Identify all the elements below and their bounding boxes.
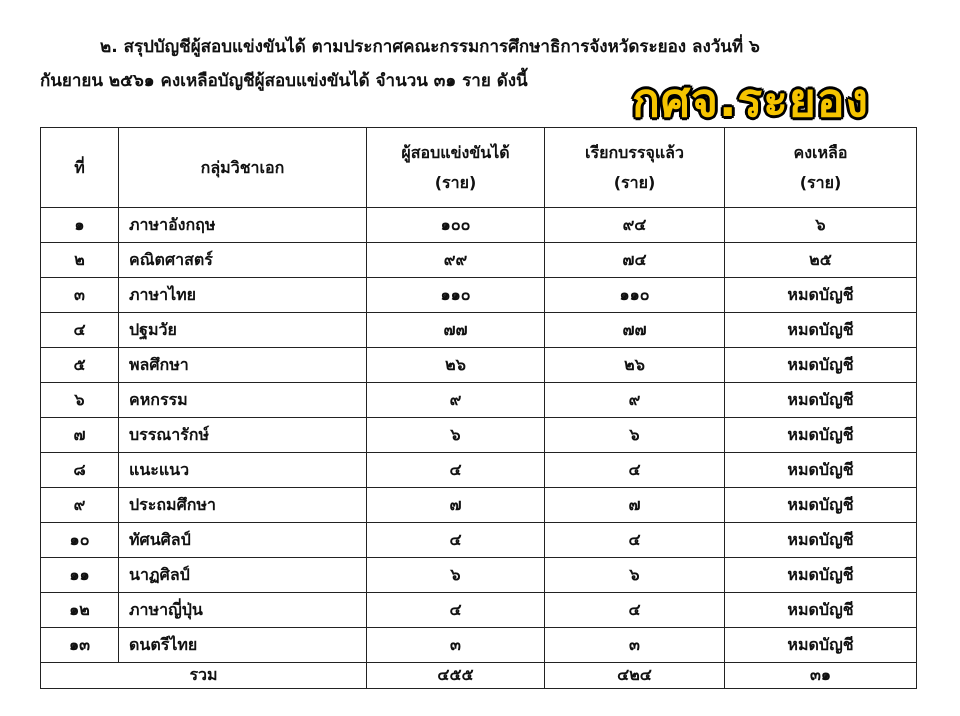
row-called: ๖ bbox=[545, 418, 725, 453]
row-subject: ภาษาไทย bbox=[119, 278, 367, 313]
row-passed: ๖ bbox=[367, 418, 545, 453]
row-subject: ปฐมวัย bbox=[119, 313, 367, 348]
row-subject: บรรณารักษ์ bbox=[119, 418, 367, 453]
table-row bbox=[41, 593, 917, 628]
row-passed: ๔ bbox=[367, 593, 545, 628]
row-remaining: หมดบัญชี bbox=[725, 558, 917, 593]
row-remaining: หมดบัญชี bbox=[725, 453, 917, 488]
header-passed bbox=[367, 128, 545, 208]
total-row bbox=[41, 663, 917, 689]
row-remaining: ๒๕ bbox=[725, 243, 917, 278]
row-no: ๗ bbox=[41, 418, 119, 453]
header-called-line2: (ราย) bbox=[613, 172, 656, 192]
row-no: ๖ bbox=[41, 383, 119, 418]
row-passed: ๑๐๐ bbox=[367, 208, 545, 243]
row-subject: คณิตศาสตร์ bbox=[119, 243, 367, 278]
row-subject: ภาษาญี่ปุ่น bbox=[119, 593, 367, 628]
row-subject: นาฏศิลป์ bbox=[119, 558, 367, 593]
header-subject: กลุ่มวิชาเอก bbox=[119, 128, 367, 208]
row-called: ๙ bbox=[545, 383, 725, 418]
row-passed: ๓ bbox=[367, 628, 545, 663]
row-passed: ๒๖ bbox=[367, 348, 545, 383]
row-called: ๗ bbox=[545, 488, 725, 523]
row-called: ๙๔ bbox=[545, 208, 725, 243]
row-subject: คหกรรม bbox=[119, 383, 367, 418]
office-stamp-label: กศจ.ระยอง bbox=[632, 73, 869, 127]
row-called: ๖ bbox=[545, 558, 725, 593]
row-passed: ๑๑๐ bbox=[367, 278, 545, 313]
table-row bbox=[41, 558, 917, 593]
row-no: ๒ bbox=[41, 243, 119, 278]
row-passed: ๖ bbox=[367, 558, 545, 593]
header-no: ที่ bbox=[41, 128, 119, 208]
row-passed: ๗ bbox=[367, 488, 545, 523]
table-row bbox=[41, 488, 917, 523]
row-remaining: หมดบัญชี bbox=[725, 313, 917, 348]
table-row bbox=[41, 313, 917, 348]
table-row bbox=[41, 208, 917, 243]
row-remaining: หมดบัญชี bbox=[725, 418, 917, 453]
row-no: ๑ bbox=[41, 208, 119, 243]
row-called: ๗๗ bbox=[545, 313, 725, 348]
row-no: ๑๐ bbox=[41, 523, 119, 558]
table-row bbox=[41, 628, 917, 663]
intro-line-1: ๒. สรุปบัญชีผู้สอบแข่งขันได้ ตามประกาศคณะกรรมการศึกษาธิการจังหวัดระยอง ลงวันที่ ๖ bbox=[100, 37, 760, 57]
row-remaining: หมดบัญชี bbox=[725, 383, 917, 418]
table-body bbox=[41, 208, 917, 663]
table-row bbox=[41, 278, 917, 313]
row-remaining: หมดบัญชี bbox=[725, 593, 917, 628]
row-called: ๓ bbox=[545, 628, 725, 663]
row-called: ๑๑๐ bbox=[545, 278, 725, 313]
intro-line-2: กันยายน ๒๕๖๑ คงเหลือบัญชีผู้สอบแข่งขันได้ จำนวน ๓๑ ราย ดังนี้ bbox=[40, 71, 528, 91]
total-called: ๔๒๔ bbox=[545, 663, 725, 689]
row-remaining: หมดบัญชี bbox=[725, 348, 917, 383]
row-subject: แนะแนว bbox=[119, 453, 367, 488]
table-row bbox=[41, 243, 917, 278]
header-remaining-line1: คงเหลือ bbox=[793, 142, 848, 162]
row-remaining: หมดบัญชี bbox=[725, 278, 917, 313]
row-no: ๘ bbox=[41, 453, 119, 488]
row-passed: ๙๙ bbox=[367, 243, 545, 278]
row-passed: ๗๗ bbox=[367, 313, 545, 348]
row-remaining: หมดบัญชี bbox=[725, 628, 917, 663]
table-header bbox=[41, 128, 917, 208]
row-called: ๔ bbox=[545, 453, 725, 488]
row-remaining: หมดบัญชี bbox=[725, 523, 917, 558]
header-called bbox=[545, 128, 725, 208]
row-no: ๔ bbox=[41, 313, 119, 348]
header-remaining-line2: (ราย) bbox=[799, 172, 842, 192]
row-remaining: ๖ bbox=[725, 208, 917, 243]
row-passed: ๔ bbox=[367, 523, 545, 558]
table-row bbox=[41, 523, 917, 558]
table-row bbox=[41, 383, 917, 418]
row-remaining: หมดบัญชี bbox=[725, 488, 917, 523]
table-row bbox=[41, 418, 917, 453]
total-remaining: ๓๑ bbox=[725, 663, 917, 689]
row-called: ๗๔ bbox=[545, 243, 725, 278]
row-no: ๑๑ bbox=[41, 558, 119, 593]
total-label: รวม bbox=[41, 663, 367, 689]
table-row bbox=[41, 453, 917, 488]
row-passed: ๙ bbox=[367, 383, 545, 418]
row-no: ๕ bbox=[41, 348, 119, 383]
header-remaining bbox=[725, 128, 917, 208]
row-subject: พลศึกษา bbox=[119, 348, 367, 383]
row-no: ๑๓ bbox=[41, 628, 119, 663]
header-passed-line1: ผู้สอบแข่งขันได้ bbox=[401, 142, 510, 162]
remaining-list-table bbox=[40, 127, 917, 689]
row-passed: ๔ bbox=[367, 453, 545, 488]
row-no: ๑๒ bbox=[41, 593, 119, 628]
header-called-line1: เรียกบรรจุแล้ว bbox=[585, 142, 684, 162]
row-subject: ทัศนศิลป์ bbox=[119, 523, 367, 558]
row-called: ๒๖ bbox=[545, 348, 725, 383]
row-subject: ดนตรีไทย bbox=[119, 628, 367, 663]
header-passed-line2: (ราย) bbox=[434, 172, 477, 192]
row-no: ๓ bbox=[41, 278, 119, 313]
row-called: ๔ bbox=[545, 523, 725, 558]
row-subject: ประถมศึกษา bbox=[119, 488, 367, 523]
total-passed: ๔๕๕ bbox=[367, 663, 545, 689]
table-row bbox=[41, 348, 917, 383]
row-no: ๙ bbox=[41, 488, 119, 523]
row-subject: ภาษาอังกฤษ bbox=[119, 208, 367, 243]
row-called: ๔ bbox=[545, 593, 725, 628]
